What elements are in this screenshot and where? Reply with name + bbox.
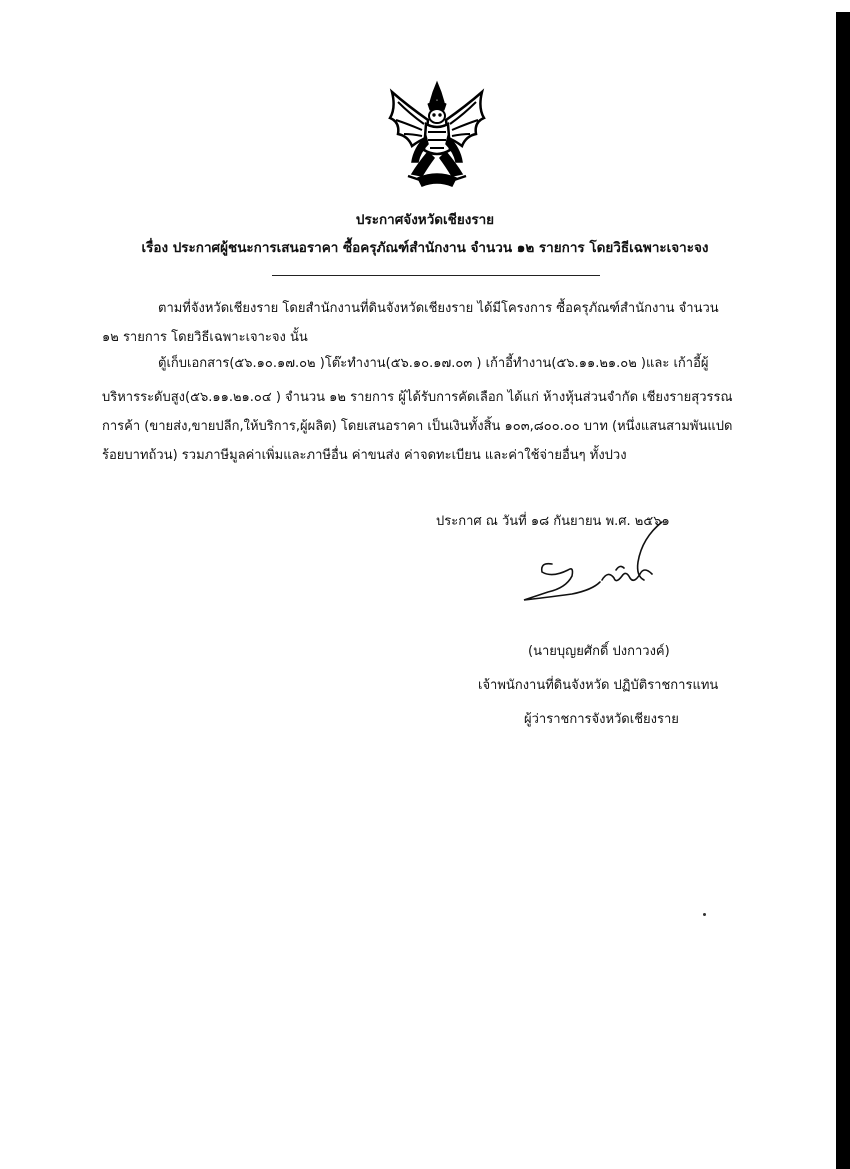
scan-edge-bar — [836, 12, 850, 1169]
paragraph2-line4: ร้อยบาทถ้วน) รวมภาษีมูลค่าเพิ่มและภาษีอื่น ค่าขนส่ง ค่าจดทะเบียน และค่าใช้จ่ายอื่นๆ ทั้งปวง — [102, 448, 627, 463]
handwritten-signature-icon — [512, 518, 672, 610]
paragraph2-line2: บริหารระดับสูง(๕๖.๑๑.๒๑.๐๔ ) จำนวน ๑๒ รายการ ผู้ได้รับการคัดเลือก ได้แก่ ห้างหุ้นส่วนจำกัด เชียงรายสุวรรณ — [102, 390, 733, 405]
paragraph2-line1: ตู้เก็บเอกสาร(๕๖.๑๐.๑๗.๐๒ )โต๊ะทำงาน(๕๖.๑๐.๑๗.๐๓ ) เก้าอี้ทำงาน(๕๖.๑๑.๒๑.๐๒ )และ เก้าอี้ผู้ — [158, 356, 709, 371]
garuda-emblem-icon — [378, 78, 496, 196]
paragraph1-line1: ตามที่จังหวัดเชียงราย โดยสำนักงานที่ดินจังหวัดเชียงราย ได้มีโครงการ ซื้อครุภัณฑ์สำนักงาน จำนวน — [158, 301, 719, 316]
paragraph2-line3: การค้า (ขายส่ง,ขายปลีก,ให้บริการ,ผู้ผลิต) โดยเสนอราคา เป็นเงินทั้งสิ้น ๑๐๓,๘๐๐.๐๐ บาท (หนึ่งแสนสามพันแปด — [102, 419, 733, 434]
announcement-date: ประกาศ ณ วันที่ ๑๘ กันยายน พ.ศ. ๒๕๖๑ — [436, 514, 670, 529]
title-divider — [272, 275, 600, 276]
signatory-position-line2: ผู้ว่าราชการจังหวัดเชียงราย — [524, 712, 679, 727]
signatory-position-line1: เจ้าพนักงานที่ดินจังหวัด ปฏิบัติราชการแทน — [478, 678, 719, 693]
paragraph1-line2: ๑๒ รายการ โดยวิธีเฉพาะเจาะจง นั้น — [102, 330, 308, 345]
scan-speck — [703, 913, 706, 916]
signatory-name: (นายบุญยศักดิ์ ปงกาวงค์) — [528, 644, 670, 659]
document-title: ประกาศจังหวัดเชียงราย — [355, 212, 495, 228]
document-subject: เรื่อง ประกาศผู้ชนะการเสนอราคา ซื้อครุภัณฑ์สำนักงาน จำนวน ๑๒ รายการ โดยวิธีเฉพาะเจาะจง — [141, 240, 709, 256]
